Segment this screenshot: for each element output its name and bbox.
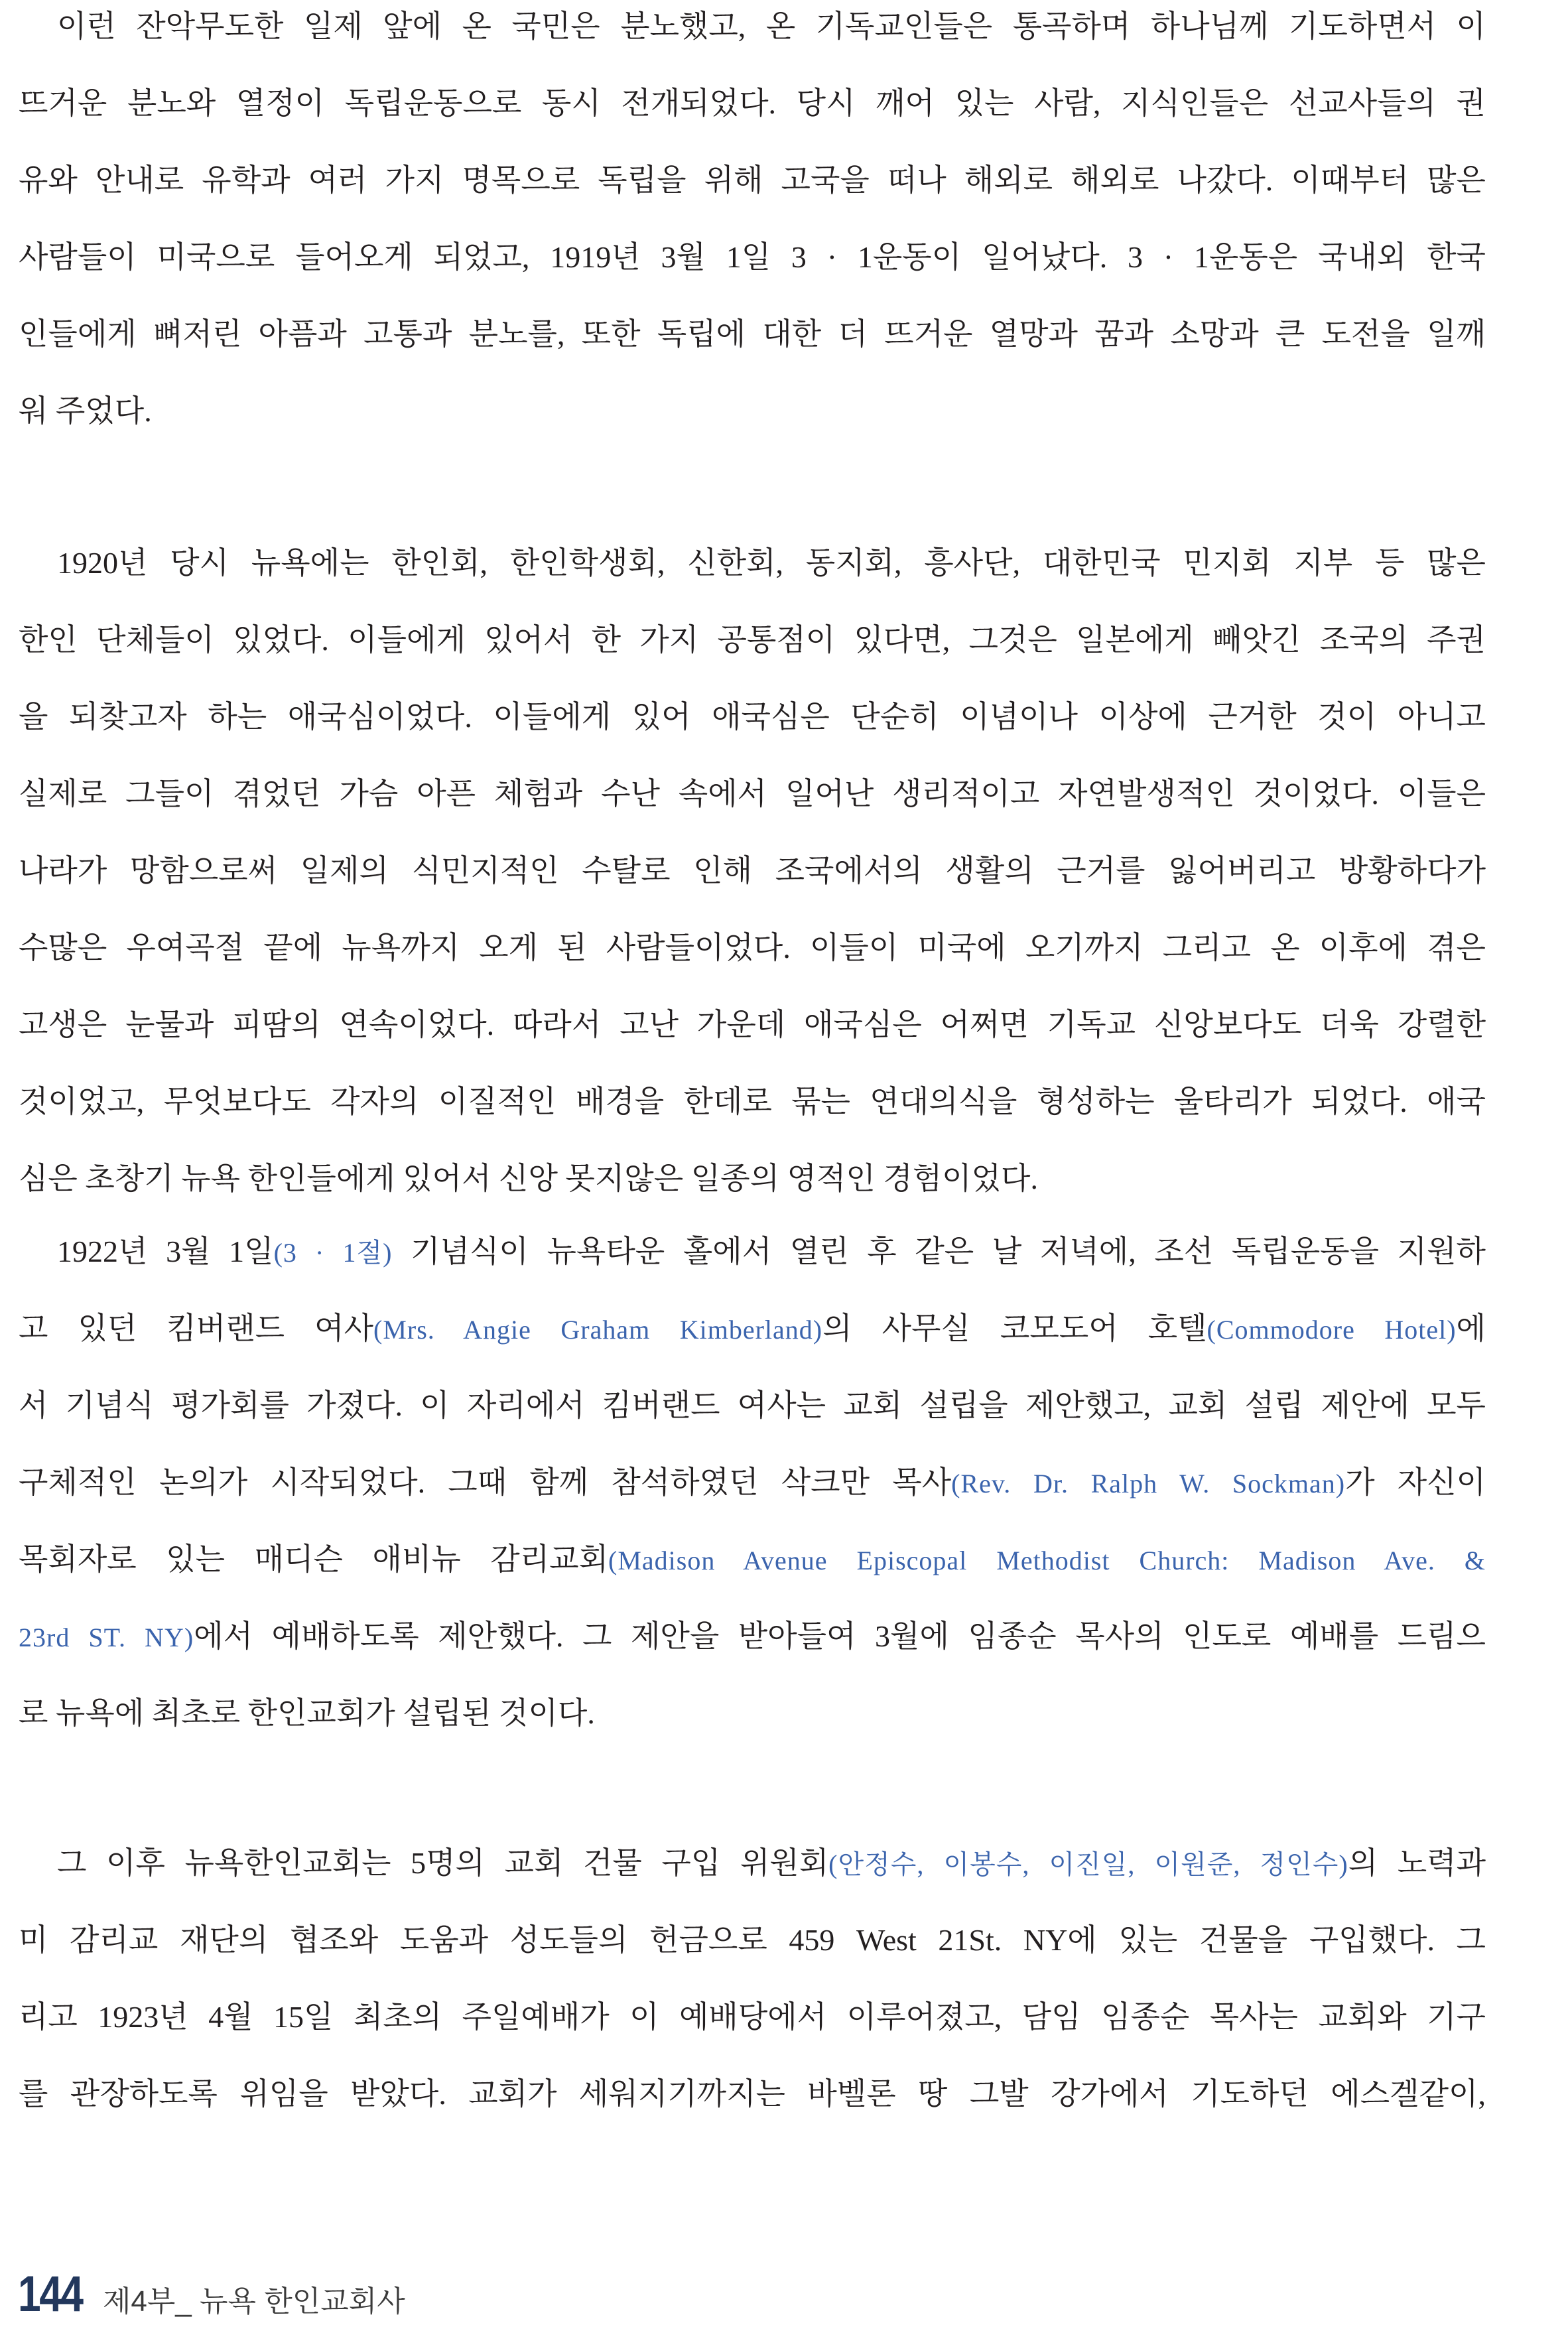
text-line bbox=[19, 543, 1486, 583]
text-line bbox=[19, 7, 1486, 46]
body-text: 기념식이 뉴욕타운 홀에서 열린 후 같은 날 저녁에, 조선 독립운동을 지원하 bbox=[392, 1234, 1486, 1268]
body-text: 구체적인 논의가 시작되었다. 그때 함께 참석하였던 삭크만 목사 bbox=[19, 1465, 952, 1499]
body-text: 목회자로 있는 매디슨 애비뉴 감리교회 bbox=[19, 1542, 608, 1576]
body-text: 것이었고, 무엇보다도 각자의 이질적인 배경을 한데로 묶는 연대의식을 형성하는 울타리가 되었다. 애국 bbox=[19, 1085, 1486, 1118]
body-text: 고생은 눈물과 피땀의 연속이었다. 따라서 고난 가운데 애국심은 어쩌면 기독교 신앙보다도 더욱 강렬한 bbox=[19, 1008, 1486, 1041]
text-line bbox=[19, 928, 1486, 968]
paragraph bbox=[19, 543, 1486, 1236]
text-line bbox=[19, 391, 1486, 431]
body-text: 을 되찾고자 하는 애국심이었다. 이들에게 있어 애국심은 단순히 이념이나 이상에 근거한 것이 아니고 bbox=[19, 700, 1486, 734]
text-line bbox=[19, 1159, 1486, 1199]
page-number: 144 bbox=[18, 2266, 82, 2322]
text-line bbox=[19, 84, 1486, 123]
body-text: 의 사무실 코모도어 호텔 bbox=[822, 1311, 1207, 1345]
body-text: 1922년 3월 1일 bbox=[57, 1234, 274, 1268]
page-footer bbox=[18, 2267, 405, 2322]
body-text: 에서 예배하도록 제안했다. 그 제안을 받아들여 3월에 임종순 목사의 인도로 예배를 드림으 bbox=[194, 1619, 1486, 1653]
text-line bbox=[19, 237, 1486, 277]
body-text: 이런 잔악무도한 일제 앞에 온 국민은 분노했고, 온 기독교인들은 통곡하며 하나님께 기도하면서 이 bbox=[57, 9, 1486, 43]
text-line bbox=[19, 1309, 1486, 1349]
text-line bbox=[19, 2074, 1486, 2114]
text-line bbox=[19, 1005, 1486, 1045]
paragraph bbox=[19, 1843, 1486, 2151]
body-text: 수많은 우여곡절 끝에 뉴욕까지 오게 된 사람들이었다. 이들이 미국에 오기까지 그리고 온 이후에 겪은 bbox=[19, 931, 1486, 965]
body-text: 가 자신이 bbox=[1345, 1465, 1486, 1499]
body-text: 1920년 당시 뉴욕에는 한인회, 한인학생회, 신한회, 동지회, 흥사단, 대한민국 민지회 지부 등 많은 bbox=[57, 546, 1486, 580]
body-text: 의 노력과 bbox=[1348, 1846, 1486, 1880]
paragraph bbox=[19, 7, 1486, 468]
annotation-text: (Madison Avenue Episcopal Methodist Church: Madison Ave. & bbox=[608, 1546, 1486, 1575]
body-text: 리고 1923년 4월 15일 최초의 주일예배가 이 예배당에서 이루어졌고, 담임 임종순 목사는 교회와 기구 bbox=[19, 2000, 1486, 2034]
annotation-text: 23rd ST. NY) bbox=[19, 1623, 194, 1652]
body-text: 미 감리교 재단의 협조와 도움과 성도들의 헌금으로 459 West 21St. NY에 있는 건물을 구입했다. 그 bbox=[19, 1923, 1486, 1957]
body-text: 서 기념식 평가회를 가졌다. 이 자리에서 킴버랜드 여사는 교회 설립을 제안했고, 교회 설립 제안에 모두 bbox=[19, 1388, 1486, 1422]
body-text: 워 주었다. bbox=[19, 394, 152, 428]
body-text: 실제로 그들이 겪었던 가슴 아픈 체험과 수난 속에서 일어난 생리적이고 자연발생적인 것이었다. 이들은 bbox=[19, 777, 1486, 811]
body-text: 한인 단체들이 있었다. 이들에게 있어서 한 가지 공통점이 있다면, 그것은 일본에게 빼앗긴 조국의 주권 bbox=[19, 623, 1486, 657]
text-line bbox=[19, 851, 1486, 891]
paragraph bbox=[19, 1232, 1486, 1770]
text-line bbox=[19, 774, 1486, 814]
text-line bbox=[19, 1997, 1486, 2037]
body-text: 사람들이 미국으로 들어오게 되었고, 1919년 3월 1일 3 · 1운동이 일어났다. 3 · 1운동은 국내외 한국 bbox=[19, 240, 1486, 274]
running-title: 제4부_ 뉴욕 한인교회사 bbox=[102, 2285, 405, 2318]
text-line bbox=[19, 1843, 1486, 1883]
text-line bbox=[19, 697, 1486, 737]
annotation-text: (Rev. Dr. Ralph W. Sockman) bbox=[951, 1469, 1346, 1498]
text-line bbox=[19, 1540, 1486, 1579]
text-line bbox=[19, 620, 1486, 660]
body-text: 유와 안내로 유학과 여러 가지 명목으로 독립을 위해 고국을 떠나 해외로 해외로 나갔다. 이때부터 많은 bbox=[19, 163, 1486, 197]
text-line bbox=[19, 314, 1486, 354]
text-line bbox=[19, 1082, 1486, 1122]
text-line bbox=[19, 1617, 1486, 1656]
body-text: 나라가 망함으로써 일제의 식민지적인 수탈로 인해 조국에서의 생활의 근거를 잃어버리고 방황하다가 bbox=[19, 854, 1486, 888]
body-text: 심은 초창기 뉴욕 한인들에게 있어서 신앙 못지않은 일종의 영적인 경험이었다. bbox=[19, 1162, 1038, 1195]
text-line bbox=[19, 1920, 1486, 1960]
annotation-text: (Mrs. Angie Graham Kimberland) bbox=[373, 1315, 823, 1345]
body-text: 뜨거운 분노와 열정이 독립운동으로 동시 전개되었다. 당시 깨어 있는 사람, 지식인들은 선교사들의 권 bbox=[19, 86, 1486, 120]
body-text: 로 뉴욕에 최초로 한인교회가 설립된 것이다. bbox=[19, 1696, 595, 1730]
body-text: 고 있던 킴버랜드 여사 bbox=[19, 1311, 373, 1345]
body-text: 에 bbox=[1456, 1311, 1486, 1345]
body-text: 를 관장하도록 위임을 받았다. 교회가 세워지기까지는 바벨론 땅 그발 강가에서 기도하던 에스겔같이, bbox=[19, 2077, 1486, 2111]
text-line bbox=[19, 161, 1486, 200]
body-text: 인들에게 뼈저린 아픔과 고통과 분노를, 또한 독립에 대한 더 뜨거운 열망과 꿈과 소망과 큰 도전을 일깨 bbox=[19, 317, 1486, 351]
annotation-text: (3 · 1절) bbox=[273, 1238, 393, 1268]
body-text: 그 이후 뉴욕한인교회는 5명의 교회 건물 구입 위원회 bbox=[57, 1846, 829, 1880]
text-line bbox=[19, 1386, 1486, 1426]
text-line bbox=[19, 1694, 1486, 1733]
annotation-text: (안정수, 이봉수, 이진일, 이원준, 정인수) bbox=[828, 1849, 1348, 1879]
text-line bbox=[19, 1463, 1486, 1502]
annotation-text: (Commodore Hotel) bbox=[1207, 1315, 1457, 1345]
text-line bbox=[19, 1232, 1486, 1272]
